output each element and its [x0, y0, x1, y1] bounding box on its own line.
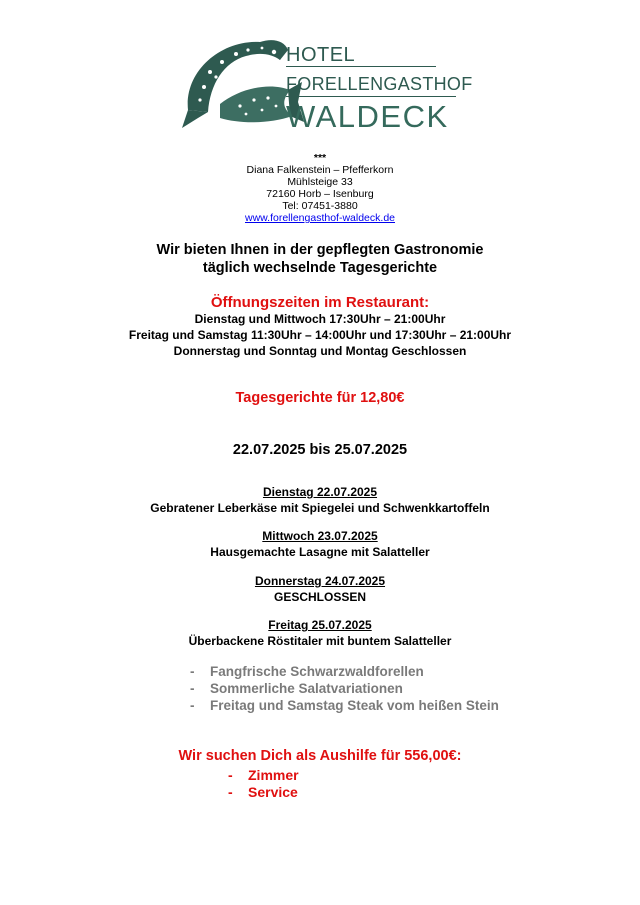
opening-hours-list — [0, 311, 640, 359]
day-entry — [0, 528, 640, 560]
logo-divider — [286, 96, 456, 97]
day-entry — [0, 484, 640, 516]
opening-hours-line: Dienstag und Mittwoch 17:30Uhr – 21:00Uhr — [194, 312, 446, 326]
job-list — [228, 767, 299, 801]
specials-list — [190, 663, 499, 714]
stars-separator: *** — [313, 152, 327, 164]
day-entry — [0, 573, 640, 605]
list-item: - Service — [228, 784, 298, 800]
list-item: - Zimmer — [228, 767, 299, 783]
intro-line: täglich wechselnde Tagesgerichte — [202, 260, 438, 276]
contact-block — [0, 152, 640, 224]
logo-name-text: FORELLENGASTHOF — [286, 74, 473, 94]
city-address: 72160 Horb – Isenburg — [266, 188, 374, 200]
day-heading: Mittwoch 23.07.2025 — [262, 529, 378, 543]
list-item: - Sommerliche Salatvariationen — [190, 681, 403, 696]
day-dish: GESCHLOSSEN — [273, 590, 366, 604]
street-address: Mühlsteige 33 — [287, 176, 353, 188]
opening-hours-line: Donnerstag und Sonntag und Montag Geschlossen — [173, 344, 467, 358]
list-item: - Fangfrische Schwarzwaldforellen — [190, 664, 424, 679]
day-heading: Dienstag 22.07.2025 — [262, 485, 378, 499]
job-offer-title: Wir suchen Dich als Aushilfe für 556,00€: — [178, 748, 462, 764]
opening-hours-line: Freitag und Samstag 11:30Uhr – 14:00Uhr und 17:30Uhr – 21:00Uhr — [128, 328, 512, 342]
owner-name: Diana Falkenstein – Pfefferkorn — [246, 164, 394, 176]
day-dish: Hausgemachte Lasagne mit Salatteller — [210, 545, 430, 559]
date-range: 22.07.2025 bis 25.07.2025 — [232, 442, 408, 458]
intro-line: Wir bieten Ihnen in der gepflegten Gastronomie — [156, 242, 484, 258]
phone-number: Tel: 07451-3880 — [282, 200, 358, 212]
day-heading: Freitag 25.07.2025 — [268, 618, 372, 632]
list-item: - Freitag und Samstag Steak vom heißen Stein — [190, 698, 499, 713]
day-dish: Gebratener Leberkäse mit Spiegelei und Schwenkkartoffeln — [150, 501, 490, 515]
logo-divider — [286, 66, 436, 67]
day-entry — [0, 617, 640, 649]
website-link[interactable]: www.forellengasthof-waldeck.de — [245, 212, 395, 224]
daily-dish-price: Tagesgerichte für 12,80€ — [235, 390, 405, 406]
logo-hotel-text: HOTEL — [286, 44, 356, 66]
day-dish: Überbackene Röstitaler mit buntem Salatteller — [188, 634, 452, 648]
logo-brand-text: WALDECK — [286, 99, 449, 134]
day-heading: Donnerstag 24.07.2025 — [254, 574, 386, 588]
opening-hours-title: Öffnungszeiten im Restaurant: — [210, 294, 430, 311]
intro-text — [0, 241, 640, 277]
